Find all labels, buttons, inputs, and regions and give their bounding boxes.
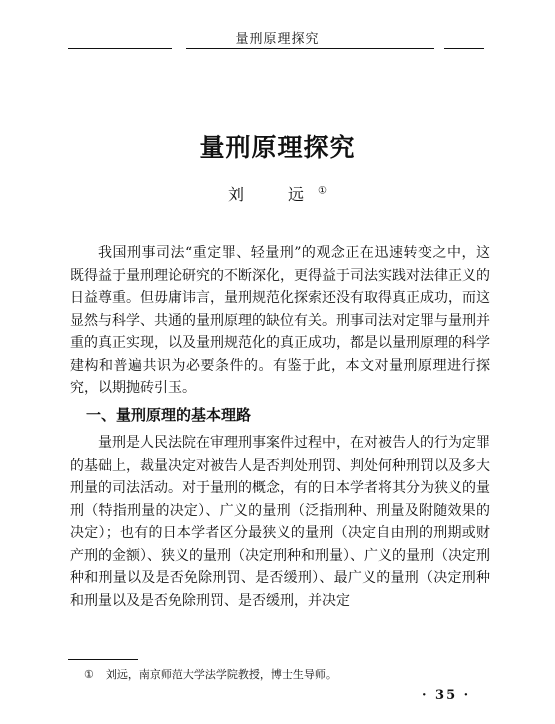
- running-head-title: 量刑原理探究: [235, 32, 320, 47]
- footnote: [84, 666, 337, 682]
- author-line: [0, 182, 555, 205]
- author-note-mark: ①: [318, 185, 327, 197]
- running-head: [0, 22, 555, 52]
- footnote-mark: ①: [84, 668, 94, 681]
- footnote-rule: [68, 659, 138, 660]
- author-name: 刘 远: [228, 185, 319, 204]
- footnote-text: 刘远，南京师范大学法学院教授，博士生导师。: [105, 668, 337, 681]
- header-rule-left: [68, 48, 172, 49]
- section-paragraph: 量刑是人民法院在审理刑事案件过程中，在对被告人的行为定罪的基础上，裁量决定对被告人是否判处刑罚、判处何种刑罚以及多大刑量的司法活动。对于量刑的概念，有的日本学者将其分为狭义的量刑（特指刑量的决定）、广义的量刑（泛指刑种、刑量及附随效果的决定）；也有的日本学者区分最狭义的量刑（决定自由刑的刑期或财产刑的金额）、狭义的量刑（决定刑种和刑量）、广义的量刑（决定刑种和刑量以及是否免除刑罚、是否缓刑）、最广义的量刑（决定刑种和刑量以及是否免除刑罚、是否缓刑，并决定: [70, 435, 490, 609]
- header-rule-right: [444, 48, 484, 49]
- page-number: · 35 ·: [422, 688, 471, 703]
- header-rule-middle: [186, 48, 434, 49]
- section-heading: 一、量刑原理的基本理路: [86, 406, 252, 424]
- intro-paragraph: 我国刑事司法“重定罪、轻量刑”的观念正在迅速转变之中，这既得益于量刑理论研究的不断深化，更得益于司法实践对法律正义的日益尊重。但毋庸讳言，量刑规范化探索还没有取得真正成功，而这显然与科学、共通的量刑原理的缺位有关。刑事司法对定罪与量刑并重的真正实现，以及量刑规范化的真正成功，都是以量刑原理的科学建构和普遍共识为必要条件的。有鉴于此，本文对量刑原理进行探究，以期抛砖引玉。: [70, 245, 490, 396]
- article-title: 量刑原理探究: [199, 133, 356, 162]
